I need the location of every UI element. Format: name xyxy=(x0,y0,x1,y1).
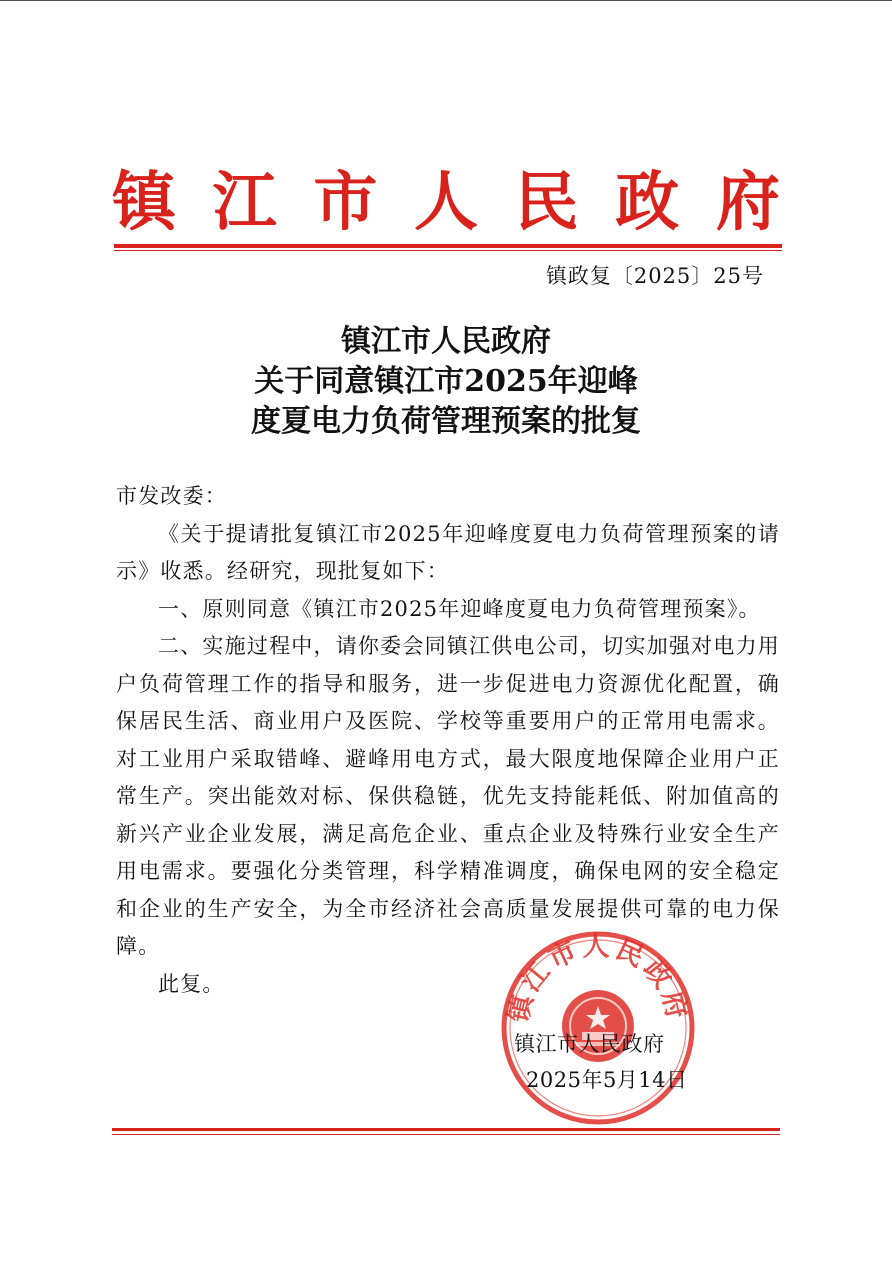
masthead-char: 江 xyxy=(212,165,277,240)
document-number: 镇政复〔2025〕25号 xyxy=(545,264,764,288)
masthead-char: 镇 xyxy=(112,165,176,240)
closing-text: 此复。 xyxy=(158,971,225,996)
salutation: 市发改委： xyxy=(116,484,227,508)
svg-text:镇江市人民政府: 镇江市人民政府 xyxy=(502,931,694,1026)
document-body xyxy=(116,478,780,1003)
red-divider-bottom-thin xyxy=(112,1134,780,1135)
body-paragraph: 一、原则同意《镇江市2025年迎峰度夏电力负荷管理预案》。 xyxy=(158,596,761,621)
title-line: 度夏电力负荷管理预案的批复 xyxy=(251,404,641,439)
title-line: 镇江市人民政府 xyxy=(341,324,551,359)
masthead-char: 府 xyxy=(715,165,780,240)
masthead-char: 政 xyxy=(615,165,680,240)
title-line: 关于同意镇江市2025年迎峰 xyxy=(254,364,638,399)
masthead xyxy=(112,165,780,240)
masthead-char: 民 xyxy=(514,165,579,240)
signing-date: 2025年5月14日 xyxy=(526,1068,688,1092)
red-divider-bottom xyxy=(112,1128,780,1131)
body-paragraph: 《关于提请批复镇江市2025年迎峰度夏电力负荷管理预案的请示》收悉。经研究，现批复如下： xyxy=(116,521,780,583)
document-title xyxy=(0,322,892,442)
masthead-char: 人 xyxy=(413,165,478,240)
red-divider-top-thin xyxy=(114,250,782,251)
masthead-char: 市 xyxy=(313,165,378,240)
signing-organization: 镇江市人民政府 xyxy=(514,1032,665,1056)
body-paragraph: 二、实施过程中，请你委会同镇江供电公司，切实加强对电力用户负荷管理工作的指导和服务，进一步促进电力资源优化配置，确保居民生活、商业用户及医院、学校等重要用户的正常用电需求。对工业用户采取错峰、避峰用电方式，最大限度地保障企业用户正常生产。突出能效对标、保供稳链，优先支持能耗低、附加值高的新兴产业企业发展，满足高危企业、重点企业及特殊行业安全生产用电需求。要强化分类管理，科学精准调度，确保电网的安全稳定和企业的生产安全，为全市经济社会高质量发展提供可靠的电力保障。 xyxy=(116,634,780,958)
page-top-border xyxy=(0,0,892,1)
signature-block xyxy=(514,1026,688,1098)
red-divider-top xyxy=(114,244,782,248)
